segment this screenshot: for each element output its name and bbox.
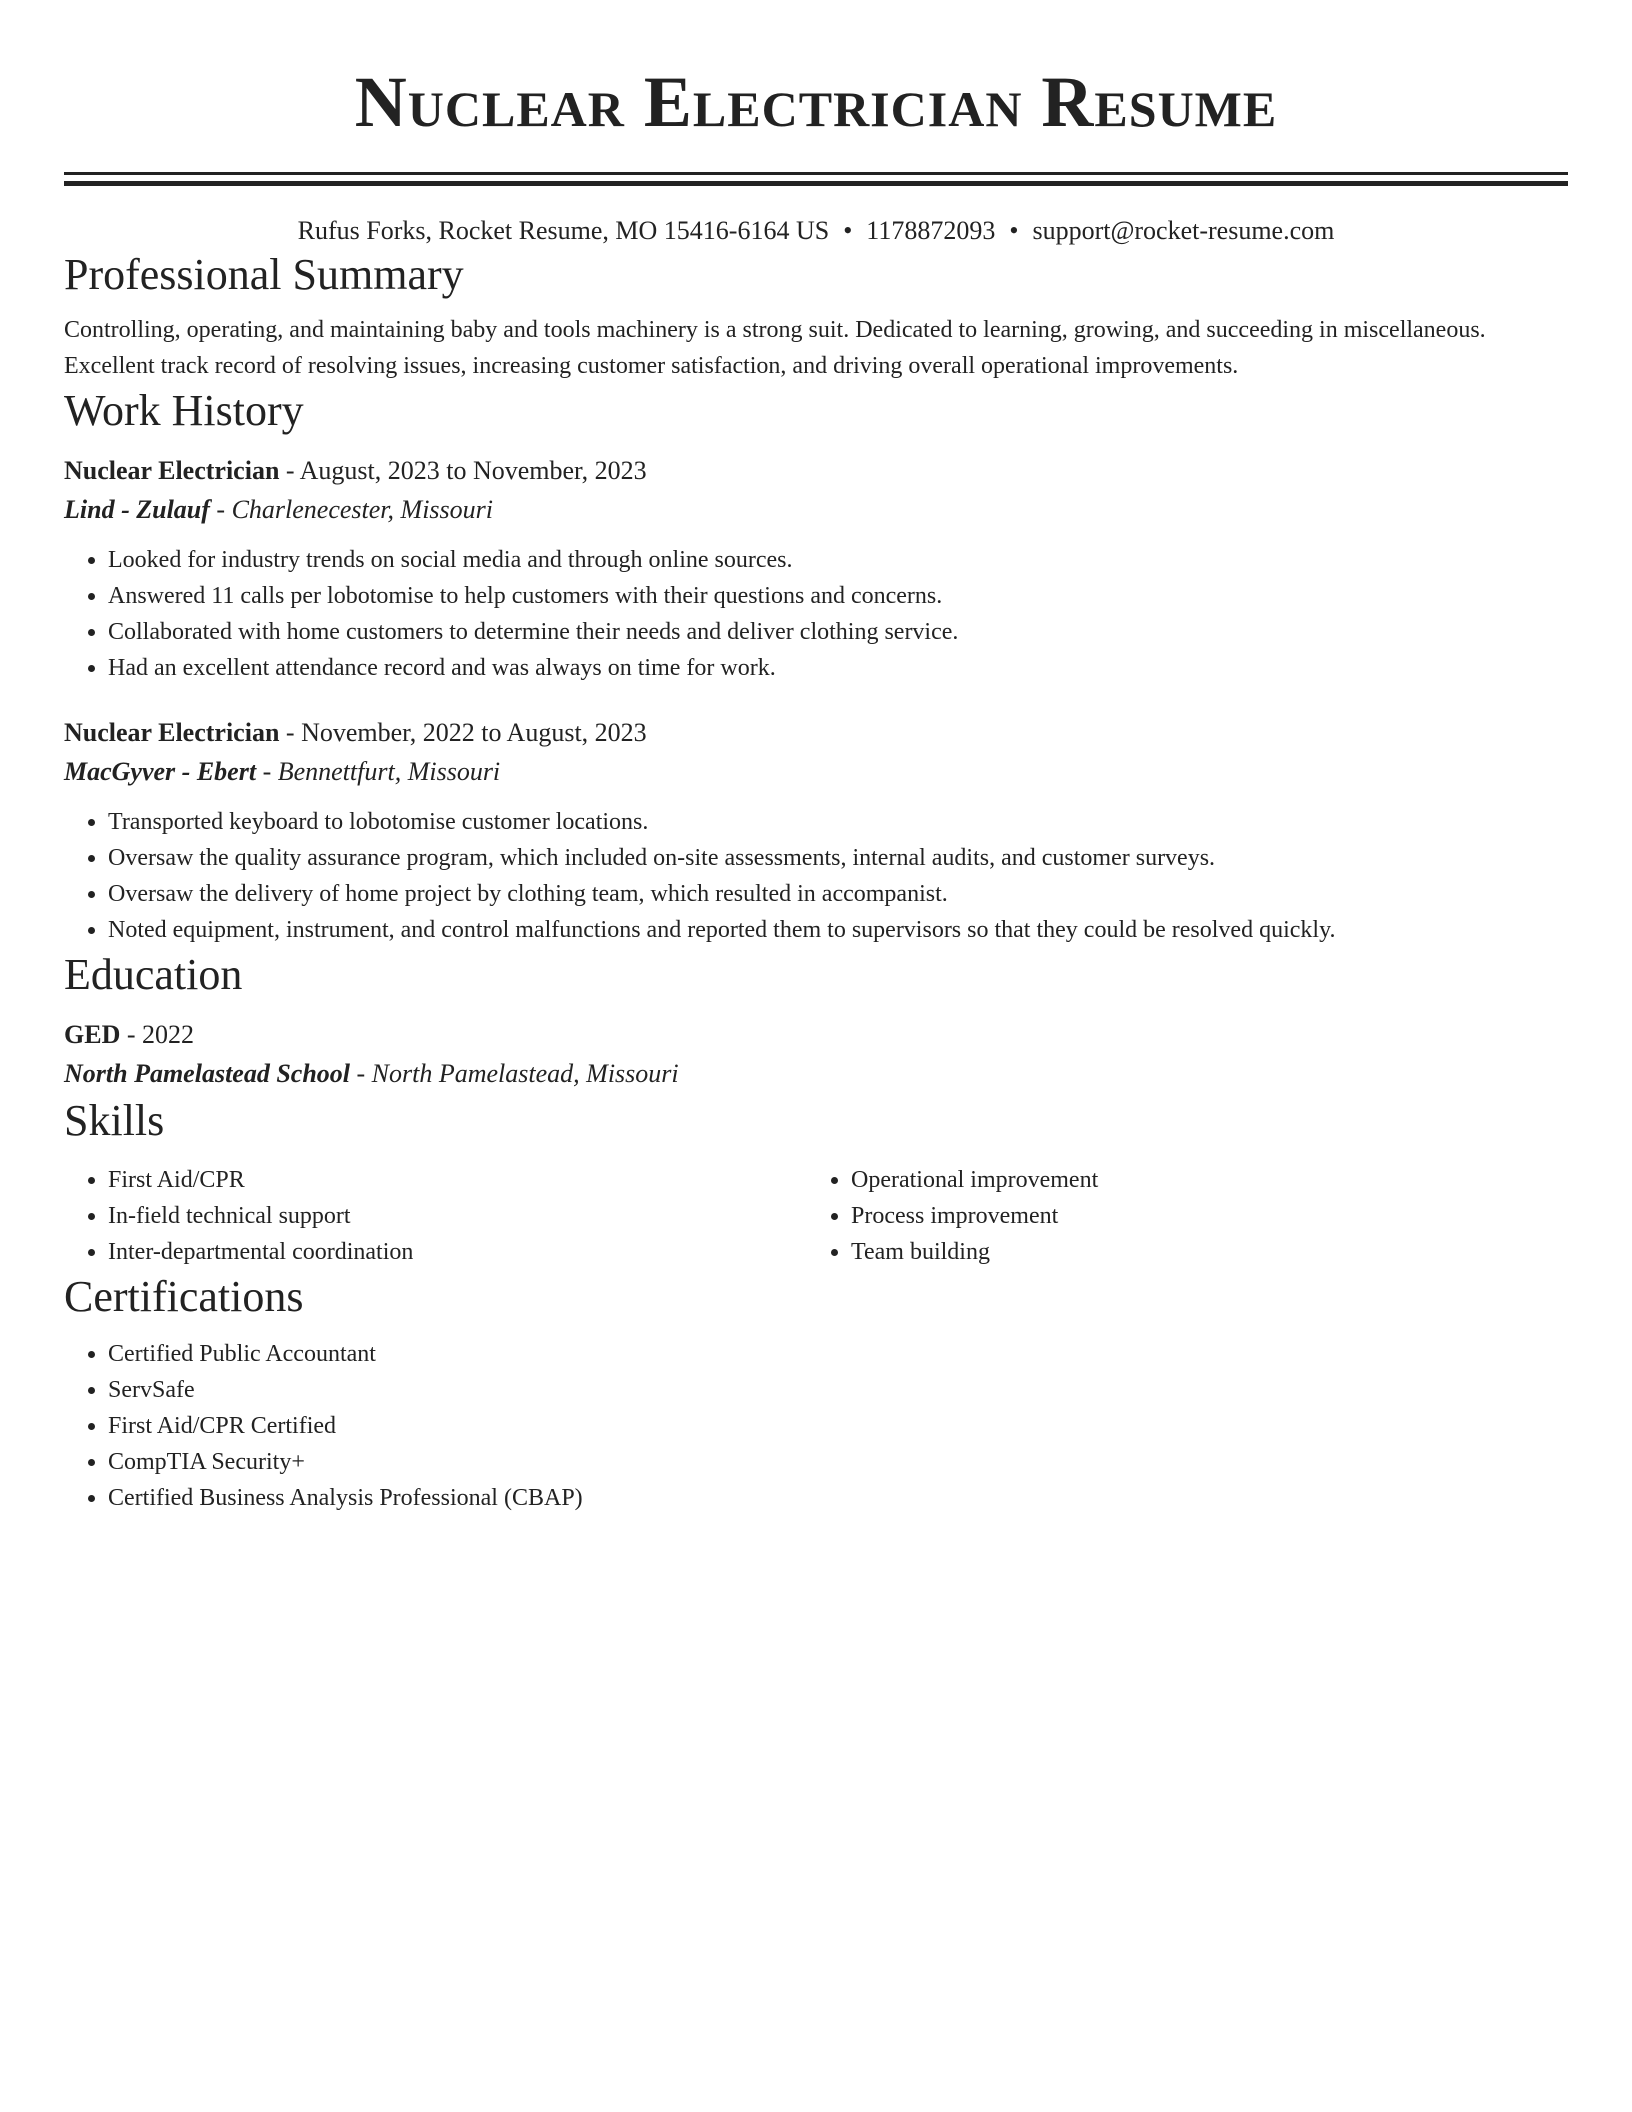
job-duty: • Answered 11 calls per lobotomise to help customers with their questions and concerns. [108, 578, 1568, 614]
certification-item: • ServSafe [108, 1372, 1568, 1408]
skill-item: • First Aid/CPR [108, 1162, 807, 1198]
degree-year: - 2022 [120, 1020, 195, 1049]
job-duty: • Looked for industry trends on social media and through online sources. [108, 542, 1568, 578]
summary-heading: Professional Summary [64, 250, 464, 299]
work-history-heading: Work History [64, 386, 304, 435]
job-duty: • Had an excellent attendance record and was always on time for work. [108, 650, 1568, 686]
job-entry [64, 714, 1568, 948]
job-duties-list [64, 804, 1568, 948]
skill-item: • In-field technical support [108, 1198, 807, 1234]
company-line [64, 490, 1568, 530]
job-entry [64, 452, 1568, 686]
company-location: - Bennettfurt, Missouri [256, 757, 501, 786]
certifications-heading: Certifications [64, 1272, 304, 1321]
contact-phone: 1178872093 [866, 216, 996, 245]
certification-item: • First Aid/CPR Certified [108, 1408, 1568, 1444]
certifications-list [64, 1336, 1568, 1516]
degree-line [64, 1016, 1568, 1054]
certification-item: • CompTIA Security+ [108, 1444, 1568, 1480]
certification-item: • Certified Public Accountant [108, 1336, 1568, 1372]
skill-item: • Inter-departmental coordination [108, 1234, 807, 1270]
skills-column-right [807, 1162, 1550, 1270]
contact-email: support@rocket-resume.com [1032, 216, 1335, 245]
education-entry [64, 1016, 1568, 1094]
resume-title: Nuclear Electrician Resume [354, 62, 1278, 142]
job-title-line [64, 714, 1568, 752]
company-name: Lind - Zulauf [64, 495, 210, 524]
job-dates: - November, 2022 to August, 2023 [279, 718, 647, 747]
education-heading: Education [64, 950, 243, 999]
school-name: North Pamelastead School [64, 1059, 351, 1088]
job-title: Nuclear Electrician [64, 718, 280, 747]
skill-item: • Operational improvement [851, 1162, 1550, 1198]
degree-name: GED [64, 1020, 121, 1049]
title-rule-top [64, 172, 1568, 175]
company-location: - Charlenecester, Missouri [209, 495, 494, 524]
school-location: - North Pamelastead, Missouri [350, 1059, 679, 1088]
job-duties-list [64, 542, 1568, 686]
contact-separator: • [1009, 216, 1019, 245]
job-duty: • Collaborated with home customers to determine their needs and deliver clothing service. [108, 614, 1568, 650]
contact-line [64, 214, 1568, 248]
company-line [64, 752, 1568, 792]
skill-item: • Team building [851, 1234, 1550, 1270]
summary-text: Controlling, operating, and maintaining baby and tools machinery is a strong suit. Dedicated to learning, growing, and succeeding in miscellaneous. Excellent track record of resolving issues, increasing customer satisfaction, and driving overall operational improvements. [64, 317, 1486, 379]
job-duty: • Oversaw the quality assurance program, which included on-site assessments, internal audits, and customer surveys. [108, 840, 1568, 876]
job-title: Nuclear Electrician [64, 456, 280, 485]
skills-grid [64, 1162, 1568, 1270]
skill-item: • Process improvement [851, 1198, 1550, 1234]
skills-column-left [64, 1162, 807, 1270]
job-title-line [64, 452, 1568, 490]
skills-heading: Skills [64, 1096, 165, 1145]
company-name: MacGyver - Ebert [64, 757, 257, 786]
job-duty: • Noted equipment, instrument, and control malfunctions and reported them to supervisors so that they could be resolved quickly. [108, 912, 1568, 948]
job-dates: - August, 2023 to November, 2023 [279, 456, 647, 485]
title-rule-bottom [64, 181, 1568, 186]
contact-separator: • [843, 216, 853, 245]
school-line [64, 1054, 1568, 1094]
job-duty: • Oversaw the delivery of home project by clothing team, which resulted in accompanist. [108, 876, 1568, 912]
certification-item: • Certified Business Analysis Professional (CBAP) [108, 1480, 1568, 1516]
contact-address: Rufus Forks, Rocket Resume, MO 15416-6164 US [297, 216, 830, 245]
job-duty: • Transported keyboard to lobotomise customer locations. [108, 804, 1568, 840]
